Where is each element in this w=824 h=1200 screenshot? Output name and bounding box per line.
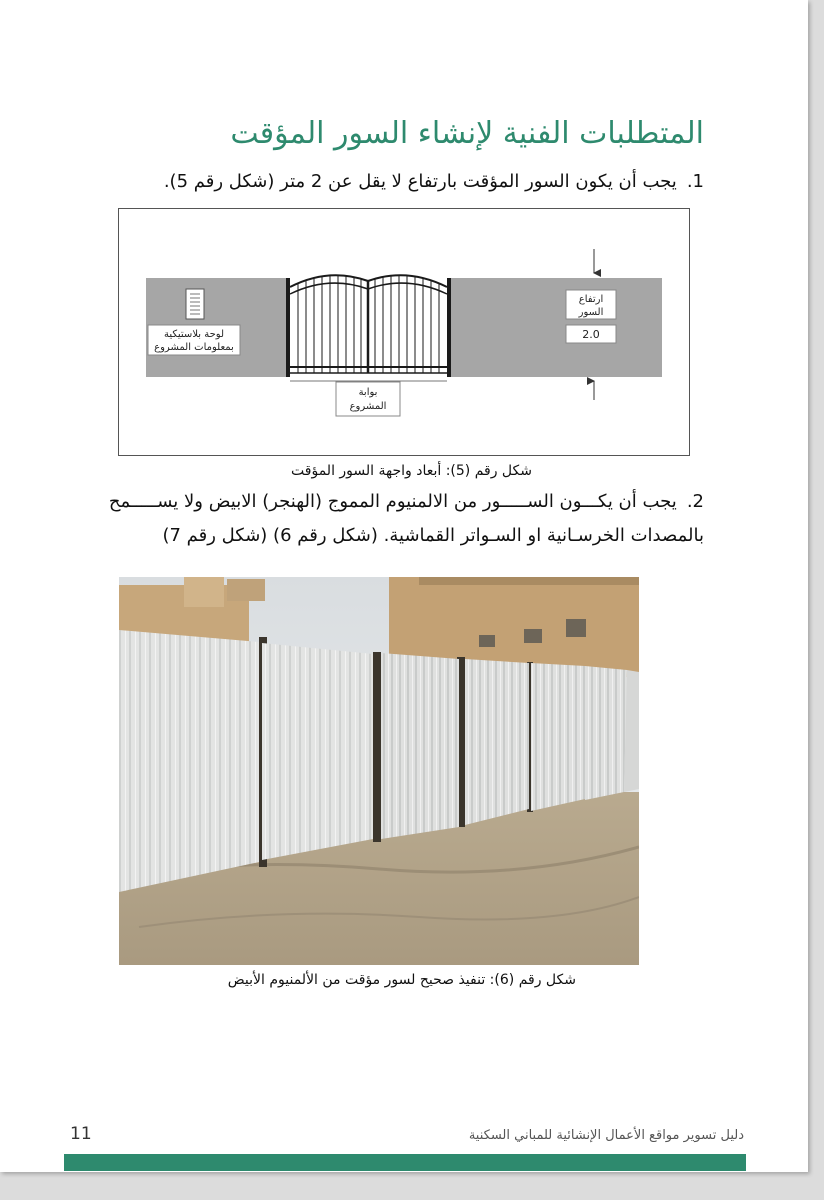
aluminium-fence-photo [119,577,639,965]
fence-elevation-diagram [119,209,689,455]
section-heading: المتطلبات الفنية لإنشاء السور المؤقت [230,116,704,151]
figure-6-fence-photo [119,577,639,965]
requirement-item-2 [64,485,704,553]
fence-wall-right [450,278,662,377]
height-label-line-2: السور [578,307,604,318]
figure-5-caption: شكل رقم (5): أبعاد واجهة السور المؤقت [291,463,532,479]
item-text: يجب أن يكـــون الســـــور من الالمنيوم المموج (الهنجر) الابيض ولا يســـــمح بالمصدات الخرسـانية او السـواتر القماشية. (شكل رقم 6) (شكل رقم 7) [108,491,704,546]
height-label-line-1: ارتفاع [578,294,604,305]
gate-icon [286,275,451,381]
figure-6-caption: شكل رقم (6): تنفيذ صحيح لسور مؤقت من الألمنيوم الأبيض [227,972,576,988]
requirement-item-1 [164,165,704,199]
footer-title: دليل تسوير مواقع الأعمال الإنشائية للمباني السكنية [468,1128,744,1143]
gate-label-line-1: بوابة [358,387,378,398]
item-number: 1. [686,171,704,192]
gate-label-line-2: المشروع [349,401,387,412]
item-number: 2. [686,491,704,512]
project-sign-line-2: بمعلومات المشروع [154,342,234,353]
page-number: 11 [70,1124,92,1144]
footer-accent-bar [64,1154,746,1171]
project-sign-icon [186,289,204,319]
figure-5-fence-elevation [118,208,690,456]
height-value: 2.0 [582,328,600,341]
project-sign-line-1: لوحة بلاستيكية [164,329,224,340]
item-text: يجب أن يكون السور المؤقت بارتفاع لا يقل عن 2 متر (شكل رقم 5). [163,171,677,192]
